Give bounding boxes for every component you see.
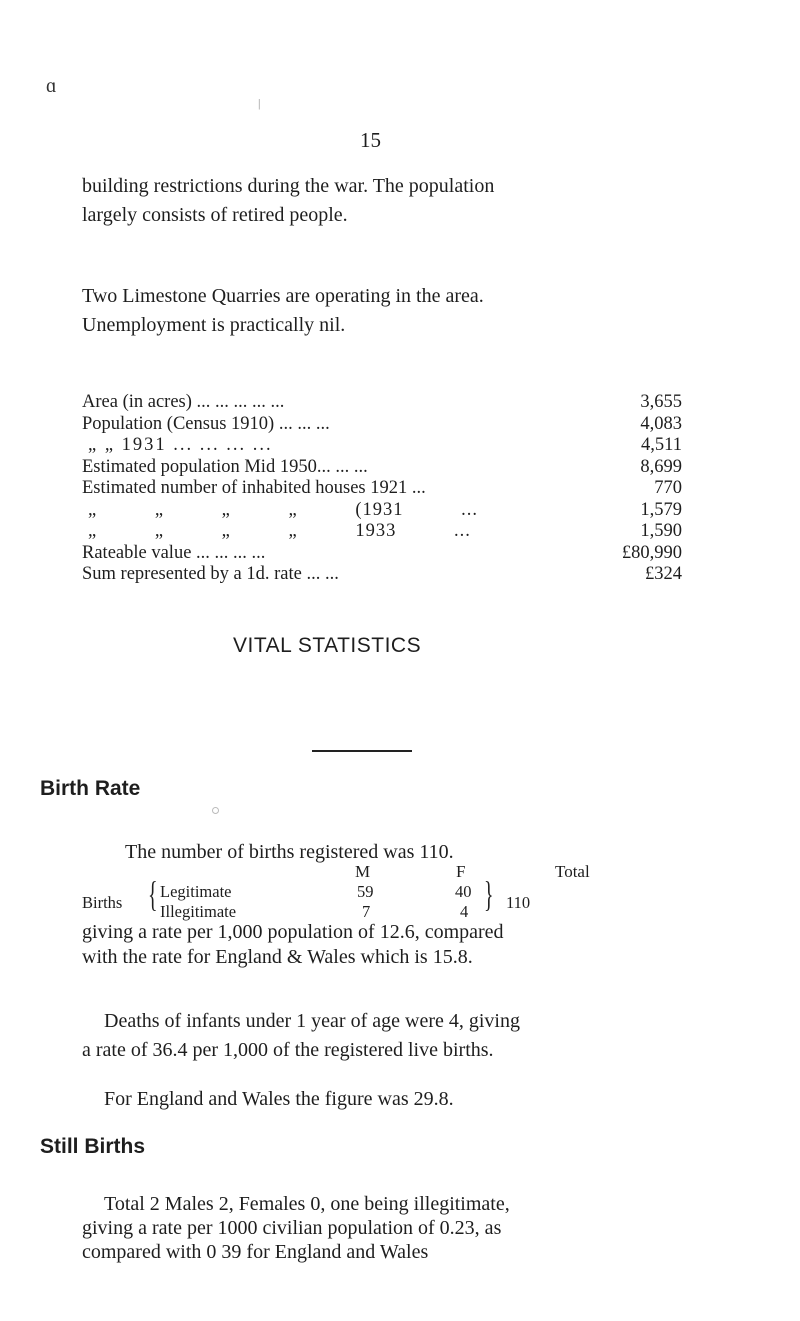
- paragraph-line: with the rate for England & Wales which is 15.8.: [82, 946, 473, 968]
- stats-label: Sum represented by a 1d. rate ... ...: [82, 564, 339, 584]
- stats-row: [82, 500, 682, 522]
- births-female-count: 40: [455, 882, 472, 901]
- paragraph-line: building restrictions during the war. The population: [82, 175, 495, 197]
- stats-label: Estimated number of inhabited houses 1921 ...: [82, 478, 426, 498]
- stats-row: [82, 478, 682, 500]
- stats-value: 1,590: [640, 521, 682, 541]
- births-type-label: Legitimate: [160, 882, 232, 901]
- stats-row: [82, 414, 682, 436]
- births-male-count: 7: [362, 902, 371, 921]
- paragraph-line: Two Limestone Quarries are operating in the area.: [82, 285, 484, 307]
- paragraph-quarries: [82, 282, 484, 340]
- paragraph-buildings: [82, 172, 494, 230]
- paragraph-line: largely consists of retired people.: [82, 204, 348, 226]
- stats-row: [82, 564, 682, 586]
- stats-value: 1,579: [640, 499, 682, 520]
- stats-label: „ „ 1931 ... ... ... ...: [88, 435, 273, 455]
- left-brace: {: [148, 874, 158, 914]
- birth-rate-paragraph: [82, 920, 504, 970]
- stats-label: „ „ „ „ (1931 ...: [88, 499, 479, 520]
- stats-row: [82, 543, 682, 565]
- stats-label: Population (Census 1910) ... ... ...: [82, 413, 330, 434]
- paragraph-line: giving a rate per 1000 civilian population of 0.23, as: [82, 1217, 502, 1239]
- stats-value: 4,083: [640, 413, 682, 434]
- scan-tick-mark: |: [258, 96, 261, 110]
- column-header-f: F: [456, 862, 466, 881]
- stats-value: 770: [654, 478, 682, 498]
- births-male-count: 59: [357, 882, 374, 901]
- section-heading: VITAL STATISTICS: [233, 634, 422, 657]
- stats-label: Area (in acres) ... ... ... ... ...: [82, 392, 285, 412]
- paragraph-line: a rate of 36.4 per 1,000 of the registered live births.: [82, 1039, 494, 1061]
- stats-value: £324: [645, 564, 682, 584]
- stats-value: 3,655: [640, 392, 682, 412]
- area-statistics-table: [82, 392, 682, 586]
- paragraph-line: compared with 0 39 for England and Wales: [82, 1241, 429, 1263]
- margin-mark: ɑ: [46, 75, 57, 97]
- paragraph-line: giving a rate per 1,000 population of 12.6, compared: [82, 921, 504, 943]
- column-header-total: Total: [555, 862, 590, 881]
- stats-row: [82, 521, 682, 543]
- stats-label: Rateable value ... ... ... ...: [82, 542, 266, 563]
- england-wales-paragraph: For England and Wales the figure was 29.8.: [104, 1088, 454, 1110]
- stats-value: £80,990: [621, 542, 682, 563]
- paragraph-line: Total 2 Males 2, Females 0, one being illegitimate,: [104, 1193, 510, 1215]
- stats-label: „ „ „ „ 1933 ...: [88, 521, 471, 541]
- heading-divider: [312, 750, 412, 752]
- stats-value: 8,699: [640, 456, 682, 477]
- births-row-label: Births: [82, 893, 123, 912]
- stats-label: Estimated population Mid 1950... ... ...: [82, 456, 368, 477]
- stats-row: [82, 457, 682, 479]
- births-type-label: Illegitimate: [160, 902, 237, 921]
- paragraph-line: Unemployment is practically nil.: [82, 314, 346, 336]
- column-header-m: M: [355, 862, 371, 881]
- still-births-heading: Still Births: [40, 1135, 146, 1158]
- right-brace: }: [484, 874, 494, 914]
- infant-deaths-paragraph: [82, 1007, 520, 1065]
- births-female-count: 4: [460, 902, 469, 921]
- scan-speck: [212, 807, 219, 814]
- stats-row: [82, 435, 682, 457]
- births-intro: The number of births registered was 110.: [125, 841, 454, 863]
- birth-rate-heading: Birth Rate: [40, 777, 141, 800]
- page-number: 15: [360, 128, 381, 152]
- stats-row: [82, 392, 682, 414]
- still-births-paragraph: [82, 1192, 510, 1264]
- births-total: 110: [506, 893, 531, 912]
- stats-value: 4,511: [641, 435, 682, 455]
- paragraph-line: Deaths of infants under 1 year of age were 4, giving: [104, 1010, 520, 1032]
